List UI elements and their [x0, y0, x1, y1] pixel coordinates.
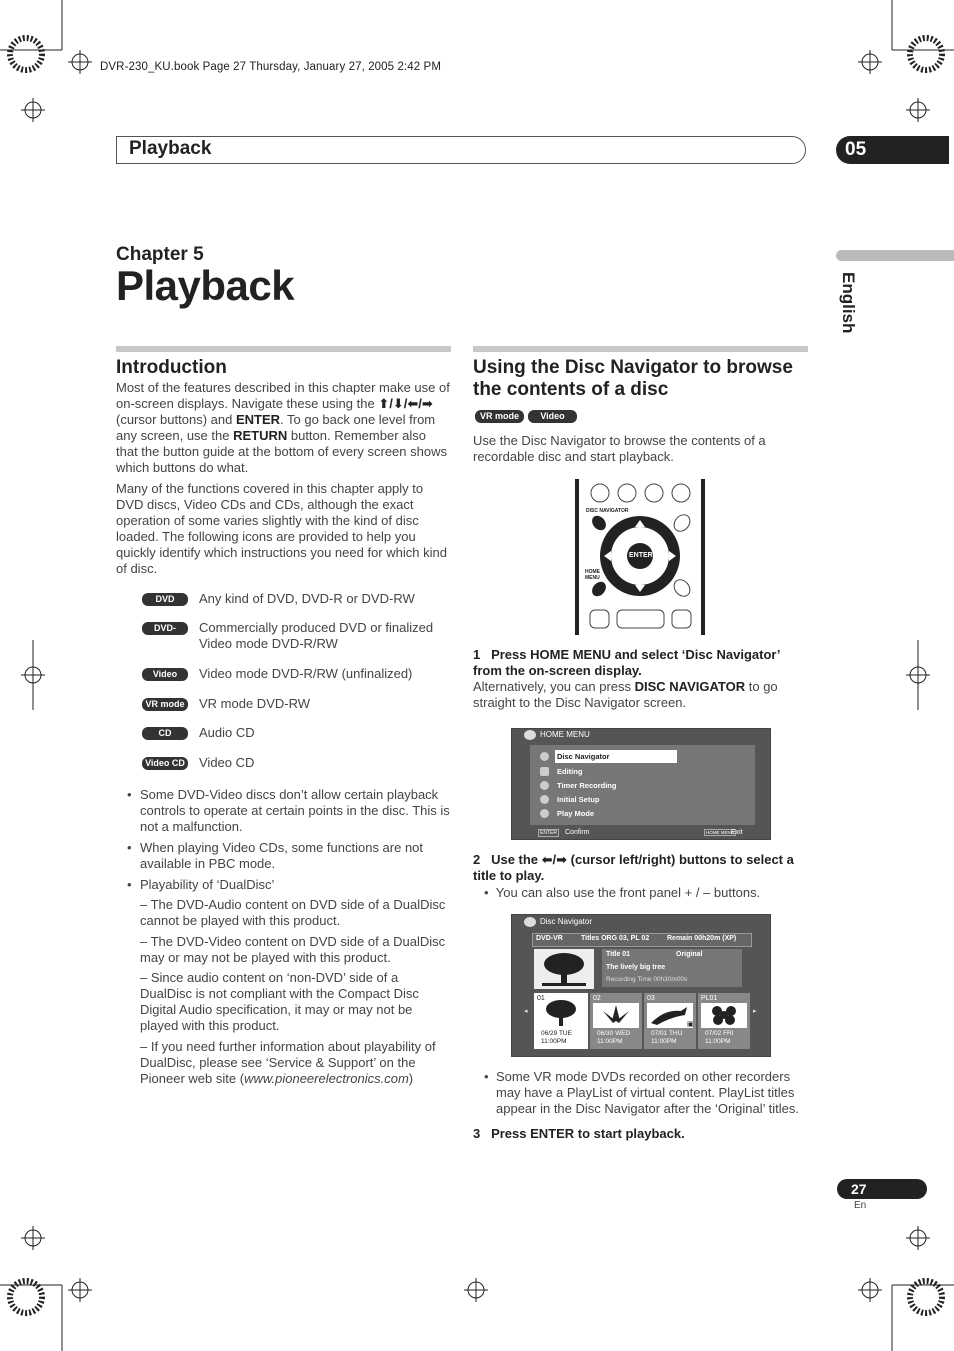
nav-heading: Using the Disc Navigator to browse the contents of a disc: [473, 357, 793, 400]
disc-icon-row: DVD-Video Commercially produced DVD or finalized Video mode DVD-R/RW: [142, 620, 452, 654]
thumbnail-card[interactable]: 01 06/29 TUE 11:00PM: [534, 993, 588, 1049]
page-number: 27: [837, 1179, 927, 1199]
clock-icon: [540, 781, 549, 790]
vr-mode-icon: VR mode: [475, 410, 524, 423]
print-info: DVR-230_KU.book Page 27 Thursday, January 27, 2005 2:42 PM: [100, 61, 441, 73]
chapter-number-badge: 05: [836, 136, 949, 164]
dvd-video-icon: DVD-Video: [142, 622, 188, 635]
menu-item-initial-setup[interactable]: Initial Setup: [557, 795, 600, 804]
language-tab: [836, 250, 954, 261]
header-bar: [116, 136, 806, 164]
enter-key-icon: ENTER: [540, 830, 557, 836]
disc-navigator-screen: [511, 914, 771, 1057]
title-label: Title 01: [606, 951, 630, 958]
disc-icon-row: VR mode VR mode DVD-RW: [142, 696, 452, 716]
disc-icon: [524, 730, 536, 740]
video-mode-icon: Video mode: [142, 668, 188, 681]
page-language: En: [854, 1200, 867, 1211]
disc-info-bar: [532, 933, 752, 947]
confirm-label: Confirm: [565, 829, 590, 836]
dualdisc-note: – The DVD-Video content on DVD side of a DualDisc may or may not be played with this product.: [140, 934, 446, 965]
home-menu-screen-title: HOME MENU: [540, 730, 590, 739]
thumbnail-card[interactable]: PL01 07/02 FRI 11:00PM: [698, 993, 750, 1049]
disc-icon-row: Video mode Video mode DVD-R/RW (unfinalized): [142, 666, 452, 686]
intro-heading: Introduction: [116, 357, 227, 378]
menu-item-editing[interactable]: Editing: [557, 767, 583, 776]
title-name: The lively big tree: [606, 964, 666, 971]
header-title: Playback: [129, 138, 212, 159]
home-menu-screen: [511, 728, 771, 840]
thumbnail-card[interactable]: 03 ▣ 07/01 THU 11:00PM: [644, 993, 696, 1049]
enter-button-label: ENTER: [629, 552, 653, 559]
home-menu-label: HOME MENU: [585, 569, 600, 581]
intro-paragraph-1: Most of the features described in this chapter make use of on-screen displays. Navigate these using the ⬆/⬇/⬅/➡ (cursor buttons) and ENTER. To go back one level from any screen, use the RETURN button. Remember also that the button guide at the bottom of every screen shows which buttons do what.: [116, 380, 450, 475]
left-arrow-icon[interactable]: ◂: [524, 1008, 528, 1015]
remain-time: Remain 00h20m (XP): [667, 935, 737, 942]
step-1-heading: 1 Press HOME MENU and select ‘Disc Navigator’ from the on-screen display.: [473, 647, 780, 678]
step-2-bullet: • You can also use the front panel + / – buttons.: [484, 885, 761, 900]
disc-type: DVD-VR: [536, 935, 563, 942]
step-1-text: Alternatively, you can press DISC NAVIGATOR to go straight to the Disc Navigator screen.: [473, 679, 778, 710]
nav-intro: Use the Disc Navigator to browse the contents of a recordable disc and start playback.: [473, 433, 766, 464]
disc-icon-row: DVD Any kind of DVD, DVD-R or DVD-RW: [142, 591, 452, 611]
disc-navigator-screen-title: Disc Navigator: [540, 917, 593, 926]
step-2-heading: 2 Use the ⬅/➡ (cursor left/right) buttons to select a title to play.: [473, 852, 794, 883]
menu-panel: [530, 745, 755, 825]
exit-label: Exit: [731, 829, 743, 836]
step-3-heading: 3 Press ENTER to start playback.: [473, 1126, 685, 1141]
chapter-label: Chapter 5: [116, 244, 204, 265]
list-item: • Playability of ‘DualDisc’: [127, 877, 275, 892]
website-link[interactable]: www.pioneerelectronics.com: [244, 1071, 409, 1086]
list-item: • When playing Video CDs, some functions are not available in PBC mode.: [127, 840, 424, 871]
video-cd-icon: Video CD: [142, 757, 188, 770]
disc-navigator-icon: [540, 752, 549, 761]
dvd-icon: DVD: [142, 593, 188, 606]
list-item: • Some DVD-Video discs don’t allow certain playback controls to operate at certain points in the disc. This is not a malfunction.: [127, 787, 450, 834]
right-arrow-icon[interactable]: ▸: [753, 1008, 757, 1015]
dualdisc-note: – If you need further information about playability of DualDisc, please see ‘Service & Support’ on the Pioneer web site (www.pioneerelectronics.com): [140, 1039, 436, 1086]
flower-thumbnail: [701, 1003, 747, 1028]
recording-time: Recording Time 00h30m00s: [606, 976, 688, 983]
section-rule: [116, 346, 451, 352]
disc-navigator-label: DISC NAVIGATOR: [586, 508, 629, 514]
vr-mode-icon: VR mode: [142, 698, 188, 711]
section-rule: [473, 346, 808, 352]
disc-icon: [524, 917, 536, 927]
title-info-panel: [602, 949, 742, 987]
disc-icon-row: CD Audio CD: [142, 725, 452, 745]
disc-icon-row: Video CD Video CD: [142, 755, 452, 775]
setup-icon: [540, 795, 549, 804]
menu-item-disc-navigator[interactable]: Disc Navigator: [555, 750, 677, 763]
chapter-title: Playback: [116, 262, 295, 309]
original-label: Original: [676, 951, 703, 958]
cursor-arrows: ⬆/⬇/⬅/➡: [378, 396, 433, 411]
plant-thumbnail: [593, 1003, 639, 1028]
menu-item-play-mode[interactable]: Play Mode: [557, 809, 595, 818]
intro-paragraph-2: Many of the functions covered in this chapter apply to DVD discs, Video CDs and CDs, although the exact operation of some varies slightly with the kind of disc loaded. The following icons are provided to help you quickly identify which instructions you need for which kind of disc.: [116, 481, 447, 576]
video-mode-icon: Video mode: [528, 410, 577, 423]
play-mode-icon: [540, 809, 549, 818]
thumbnail-card[interactable]: 02 06/30 WED 11:00PM: [590, 993, 642, 1049]
tree-thumbnail: [534, 949, 594, 989]
dualdisc-note: – The DVD-Audio content on DVD side of a DualDisc cannot be played with this product.: [140, 897, 446, 928]
vr-playlist-bullet: • Some VR mode DVDs recorded on other recorders may have a PlayList of virtual content. PlayList titles appear in the Disc Navigator after the ‘Original’ titles.: [484, 1069, 799, 1116]
language-label: English: [839, 272, 858, 334]
editing-icon: [540, 767, 549, 776]
titles-count: Titles ORG 03, PL 02: [581, 935, 650, 942]
cd-icon: CD: [142, 727, 188, 740]
home-menu-key-icon: HOME MENU: [706, 830, 734, 835]
dualdisc-note: – Since audio content on ‘non-DVD’ side of a DualDisc is not compliant with the Compact Disc Digital Audio specification, it may or may not be played with this product.: [140, 970, 419, 1033]
lock-icon: ▣: [687, 1021, 694, 1028]
menu-item-timer-recording[interactable]: Timer Recording: [557, 781, 617, 790]
